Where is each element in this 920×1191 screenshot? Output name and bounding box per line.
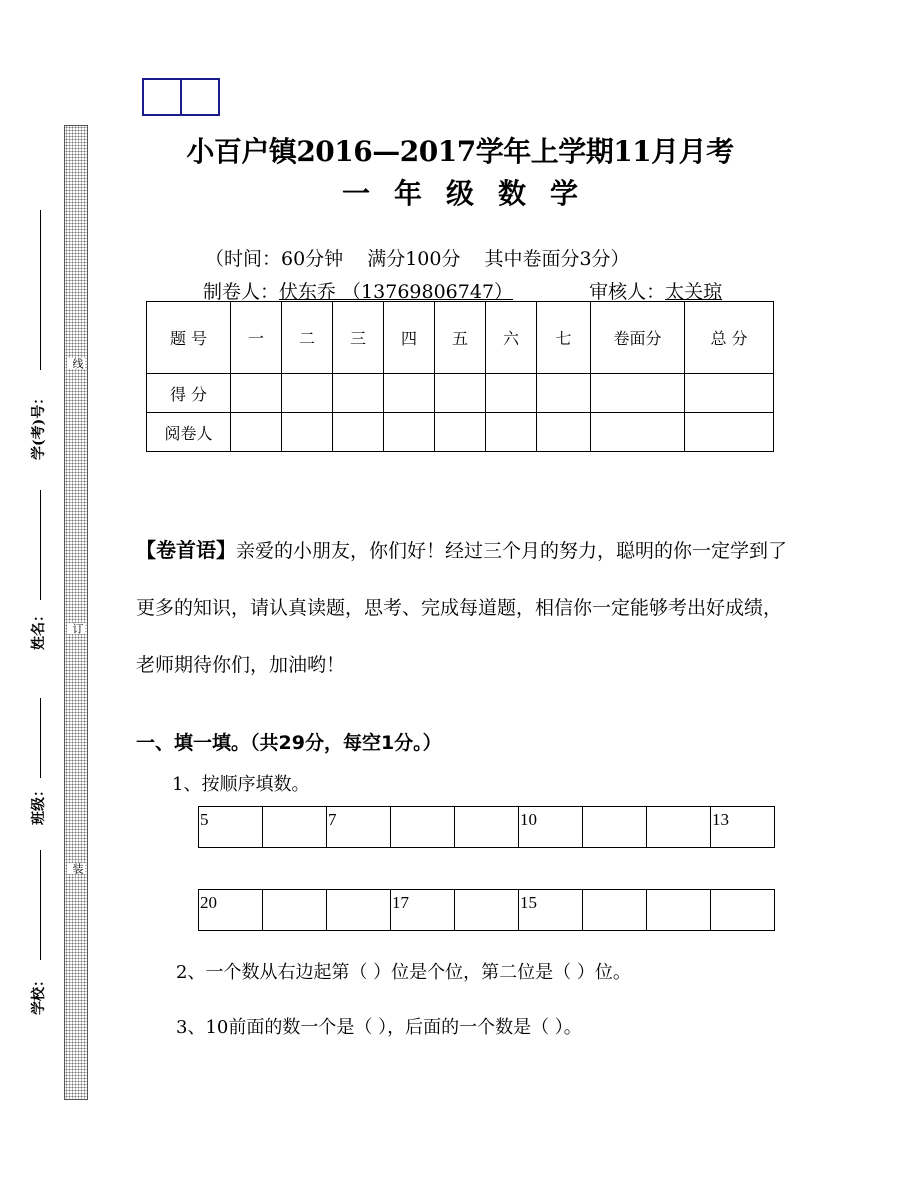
- seq-blank[interactable]: [583, 807, 647, 848]
- makers-line: [203, 277, 722, 304]
- seq-cell: 7: [327, 807, 391, 848]
- question-2: 2、一个数从右边起第（ ）位是个位，第二位是（ ）位。: [176, 962, 631, 983]
- score-table-header-row: [147, 302, 774, 374]
- exam-time: （时间：60分钟: [205, 248, 344, 270]
- score-cell[interactable]: [537, 374, 591, 413]
- score-header-cell: 题 号: [147, 302, 231, 374]
- score-header-cell: 总 分: [685, 302, 774, 374]
- exam-subject: 一年级数学: [341, 177, 602, 210]
- grader-cell[interactable]: [282, 413, 333, 452]
- score-cell[interactable]: [231, 374, 282, 413]
- score-cell[interactable]: [486, 374, 537, 413]
- id-field-line: [40, 210, 41, 370]
- intro-paragraph: [136, 522, 796, 694]
- seq-cell: 10: [519, 807, 583, 848]
- score-cell[interactable]: [435, 374, 486, 413]
- question-3: 3、10前面的数一个是（ ），后面的一个数是（ ）。: [176, 1017, 582, 1038]
- seat-box: [180, 80, 218, 114]
- seq-cell: 15: [519, 890, 583, 931]
- name-field-line: [40, 490, 41, 600]
- grader-cell[interactable]: [486, 413, 537, 452]
- class-field-line: [40, 698, 41, 778]
- score-header-cell: 卷面分: [591, 302, 685, 374]
- class-label: 班级：: [31, 783, 47, 825]
- seq-blank[interactable]: [647, 890, 711, 931]
- seq-cell: 20: [199, 890, 263, 931]
- binding-strip: [64, 125, 88, 1100]
- school-label: 学校：: [31, 973, 47, 1015]
- grader-cell[interactable]: [435, 413, 486, 452]
- binding-staple-label: 订: [67, 623, 85, 634]
- seq-cell: 5: [199, 807, 263, 848]
- intro-text: 亲爱的小朋友，你们好！经过三个月的努力，聪明的你一定学到了更多的知识，请认真读题，思考、完成每道题，相信你一定能够考出好成绩，老师期待你们，加油哟！: [136, 540, 788, 676]
- grader-cell[interactable]: [333, 413, 384, 452]
- maker-value: 伏东乔 （13769806747）: [279, 281, 514, 303]
- seq-blank[interactable]: [327, 890, 391, 931]
- seq-blank[interactable]: [583, 890, 647, 931]
- score-header-cell: 六: [486, 302, 537, 374]
- grader-cell[interactable]: [591, 413, 685, 452]
- question-1: 1、按顺序填数。: [172, 774, 310, 795]
- grader-cell[interactable]: [537, 413, 591, 452]
- section-1-title: 一、填一填。（共29分，每空1分。）: [136, 732, 442, 754]
- seq-blank[interactable]: [711, 890, 775, 931]
- seq-blank[interactable]: [391, 807, 455, 848]
- seq-blank[interactable]: [263, 890, 327, 931]
- grader-row: [147, 413, 774, 452]
- score-cell[interactable]: [685, 374, 774, 413]
- binding-bind-label: 装: [67, 863, 85, 874]
- student-id-label: 学(考)号：: [31, 390, 47, 460]
- score-table: [146, 301, 774, 452]
- score-header-cell: 七: [537, 302, 591, 374]
- score-cell[interactable]: [384, 374, 435, 413]
- binding-line-label: 线: [67, 358, 85, 369]
- score-cell[interactable]: [282, 374, 333, 413]
- seq-cell: 13: [711, 807, 775, 848]
- seq-blank[interactable]: [647, 807, 711, 848]
- grader-row-label: 阅卷人: [147, 413, 231, 452]
- grader-cell[interactable]: [685, 413, 774, 452]
- seq-blank[interactable]: [455, 890, 519, 931]
- seq-blank[interactable]: [455, 807, 519, 848]
- grader-cell[interactable]: [384, 413, 435, 452]
- full-score: 满分100分: [367, 248, 461, 270]
- neat-score: 其中卷面分3分）: [484, 248, 630, 270]
- seq-cell: 17: [391, 890, 455, 931]
- exam-title: 小百户镇2016—2017学年上学期11月月考: [186, 135, 734, 168]
- reviewer-label: 审核人：: [589, 281, 666, 303]
- reviewer-value: 太关琼: [665, 281, 723, 303]
- seq-blank[interactable]: [263, 807, 327, 848]
- score-header-cell: 三: [333, 302, 384, 374]
- score-row-label: 得 分: [147, 374, 231, 413]
- score-header-cell: 五: [435, 302, 486, 374]
- grader-cell[interactable]: [231, 413, 282, 452]
- score-cell[interactable]: [333, 374, 384, 413]
- score-header-cell: 二: [282, 302, 333, 374]
- maker-label: 制卷人：: [203, 281, 280, 303]
- school-field-line: [40, 850, 41, 960]
- score-row: [147, 374, 774, 413]
- seat-number-boxes: [142, 78, 220, 116]
- score-header-cell: 四: [384, 302, 435, 374]
- seat-box: [144, 80, 180, 114]
- name-label: 姓名：: [31, 608, 47, 650]
- sequence-table-1: [198, 806, 775, 848]
- score-cell[interactable]: [591, 374, 685, 413]
- score-header-cell: 一: [231, 302, 282, 374]
- sequence-table-2: [198, 889, 775, 931]
- intro-heading: 【卷首语】: [136, 538, 236, 562]
- exam-info: [205, 244, 630, 271]
